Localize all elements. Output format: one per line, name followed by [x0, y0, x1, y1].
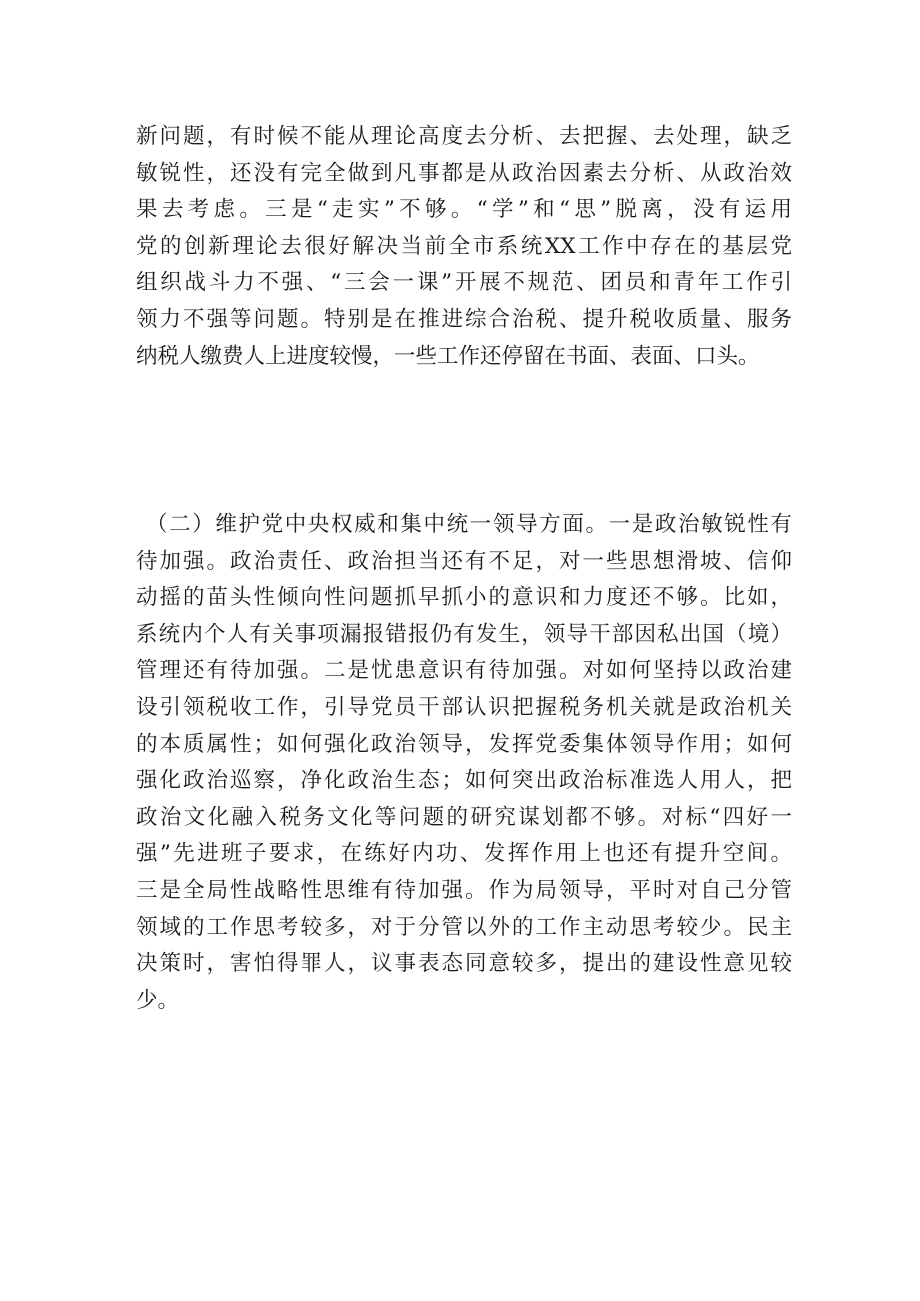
paragraph-1: [136, 119, 792, 375]
paragraph-heading-line: （二）维护党中央权威和集中统一领导方面。一是政治敏锐性有: [146, 512, 792, 537]
paragraph-line: 领力不强等问题。特别是在推进综合治税、提升税收质量、服务: [136, 306, 792, 332]
paragraph-line: 少。: [136, 987, 180, 1013]
paragraph-line: 管理还有待加强。二是忧患意识有待加强。对如何坚持以政治建: [136, 658, 792, 684]
paragraph-2: [136, 507, 792, 1019]
paragraph-line: 动摇的苗头性倾向性问题抓早抓小的意识和力度还不够。比如，: [136, 585, 792, 611]
paragraph-line: 强化政治巡察，净化政治生态；如何突出政治标准选人用人，把: [136, 768, 792, 794]
paragraph-line: 纳税人缴费人上进度较慢，一些工作还停留在书面、表面、口头。: [136, 343, 760, 369]
paragraph-line: 党的创新理论去很好解决当前全市系统XX工作中存在的基层党: [136, 233, 792, 259]
paragraph-line: 组织战斗力不强、“三会一课”开展不规范、团员和青年工作引: [136, 270, 792, 296]
paragraph-line: 领域的工作思考较多，对于分管以外的工作主动思考较少。民主: [136, 914, 792, 940]
paragraph-line: 系统内个人有关事项漏报错报仍有发生，领导干部因私出国（境）: [136, 621, 792, 647]
paragraph-line: 三是全局性战略性思维有待加强。作为局领导，平时对自己分管: [136, 877, 792, 903]
paragraph-line: 新问题，有时候不能从理论高度去分析、去把握、去处理，缺乏: [136, 124, 792, 149]
paragraph-line: 待加强。政治责任、政治担当还有不足，对一些思想滑坡、信仰: [136, 548, 792, 574]
paragraph-line: 政治文化融入税务文化等问题的研究谋划都不够。对标“四好一: [136, 804, 792, 830]
paragraph-line: 设引领税收工作，引导党员干部认识把握税务机关就是政治机关: [136, 694, 792, 720]
paragraph-line: 敏锐性，还没有完全做到凡事都是从政治因素去分析、从政治效: [136, 160, 792, 186]
paragraph-line: 决策时，害怕得罪人，议事表态同意较多，提出的建设性意见较: [136, 951, 792, 977]
paragraph-line: 的本质属性；如何强化政治领导，发挥党委集体领导作用；如何: [136, 731, 792, 757]
paragraph-line: 强”先进班子要求，在练好内功、发挥作用上也还有提升空间。: [136, 841, 792, 867]
paragraph-line: 果去考虑。三是“走实”不够。“学”和“思”脱离，没有运用: [136, 197, 792, 223]
